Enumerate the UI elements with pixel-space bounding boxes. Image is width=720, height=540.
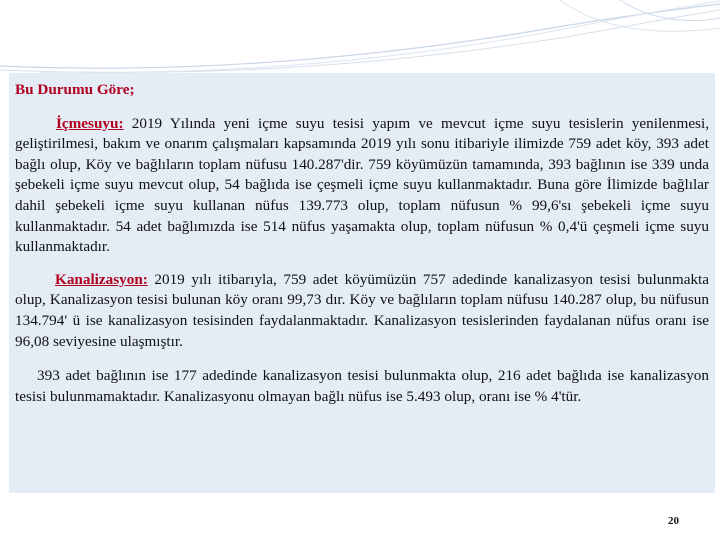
page-number: 20: [668, 515, 679, 527]
heading: Bu Durumu Göre;: [15, 81, 135, 98]
drinking-water-label: İçmesuyu:: [56, 114, 124, 132]
hamlets-sewage-paragraph: [15, 366, 709, 407]
hamlets-sewage-text: 393 adet bağlının ise 177 adedinde kanalizasyon tesisi bulunmakta olup, 216 adet bağlıda ise kanalizasyon tesisi bulunmamaktadır. Kanalizasyonu olmayan bağlı nüfus ise 5.493 olup, oranı ise % 4'tür.: [15, 367, 709, 405]
drinking-water-paragraph: [15, 114, 709, 258]
sewage-text: 2019 yılı itibarıyla, 759 adet köyümüzün 757 adedinde kanalizasyon tesisi bulunmakta olup, Kanalizasyon tesisi bulunan köy oranı 99,73 dır. Köy ve bağlıların toplam nüfusu 140.287 olup, bu nüfusun 134.794' ü ise kanalizasyon tesisinden faydalanmaktadır. Kanalizasyon tesislerinden faydalanan nüfus oranı ise 96,08 seviyesine ulaşmıştır.: [15, 270, 709, 350]
drinking-water-text: 2019 Yılında yeni içme suyu tesisi yapım ve mevcut içme suyu tesislerin yenilenmesi, geliştirilmesi, bakım ve onarım çalışmaları kapsamında 2019 yılı sonu itibariyle ilimizde 759 adet köy, 393 adet bağlı olup, Köy ve bağlıların toplam nüfusu 140.287'dir. 759 köyümüzün tamamında, 393 bağlının ise 339 unda şebekeli içme suyu mevcut olup, 54 bağlıda ise çeşmeli içme suyu kullanmaktadır. Buna göre İlimizde bağlılar dahil şebekeli içme suyu kullanan nüfus 139.773 olup, toplam nüfusun % 99,6'sı şebekeli içme suyu kullanmaktadır. 54 adet bağlımızda ise 514 nüfus yaşamakta olup, toplam nüfusun % 0,4'ü çeşmeli içme suyu kullanmaktadır.: [15, 114, 709, 256]
sewage-label: Kanalizasyon:: [55, 270, 148, 288]
sewage-paragraph: [15, 270, 709, 352]
content-panel: [9, 73, 715, 493]
decorative-swirl-lines: [0, 0, 720, 80]
